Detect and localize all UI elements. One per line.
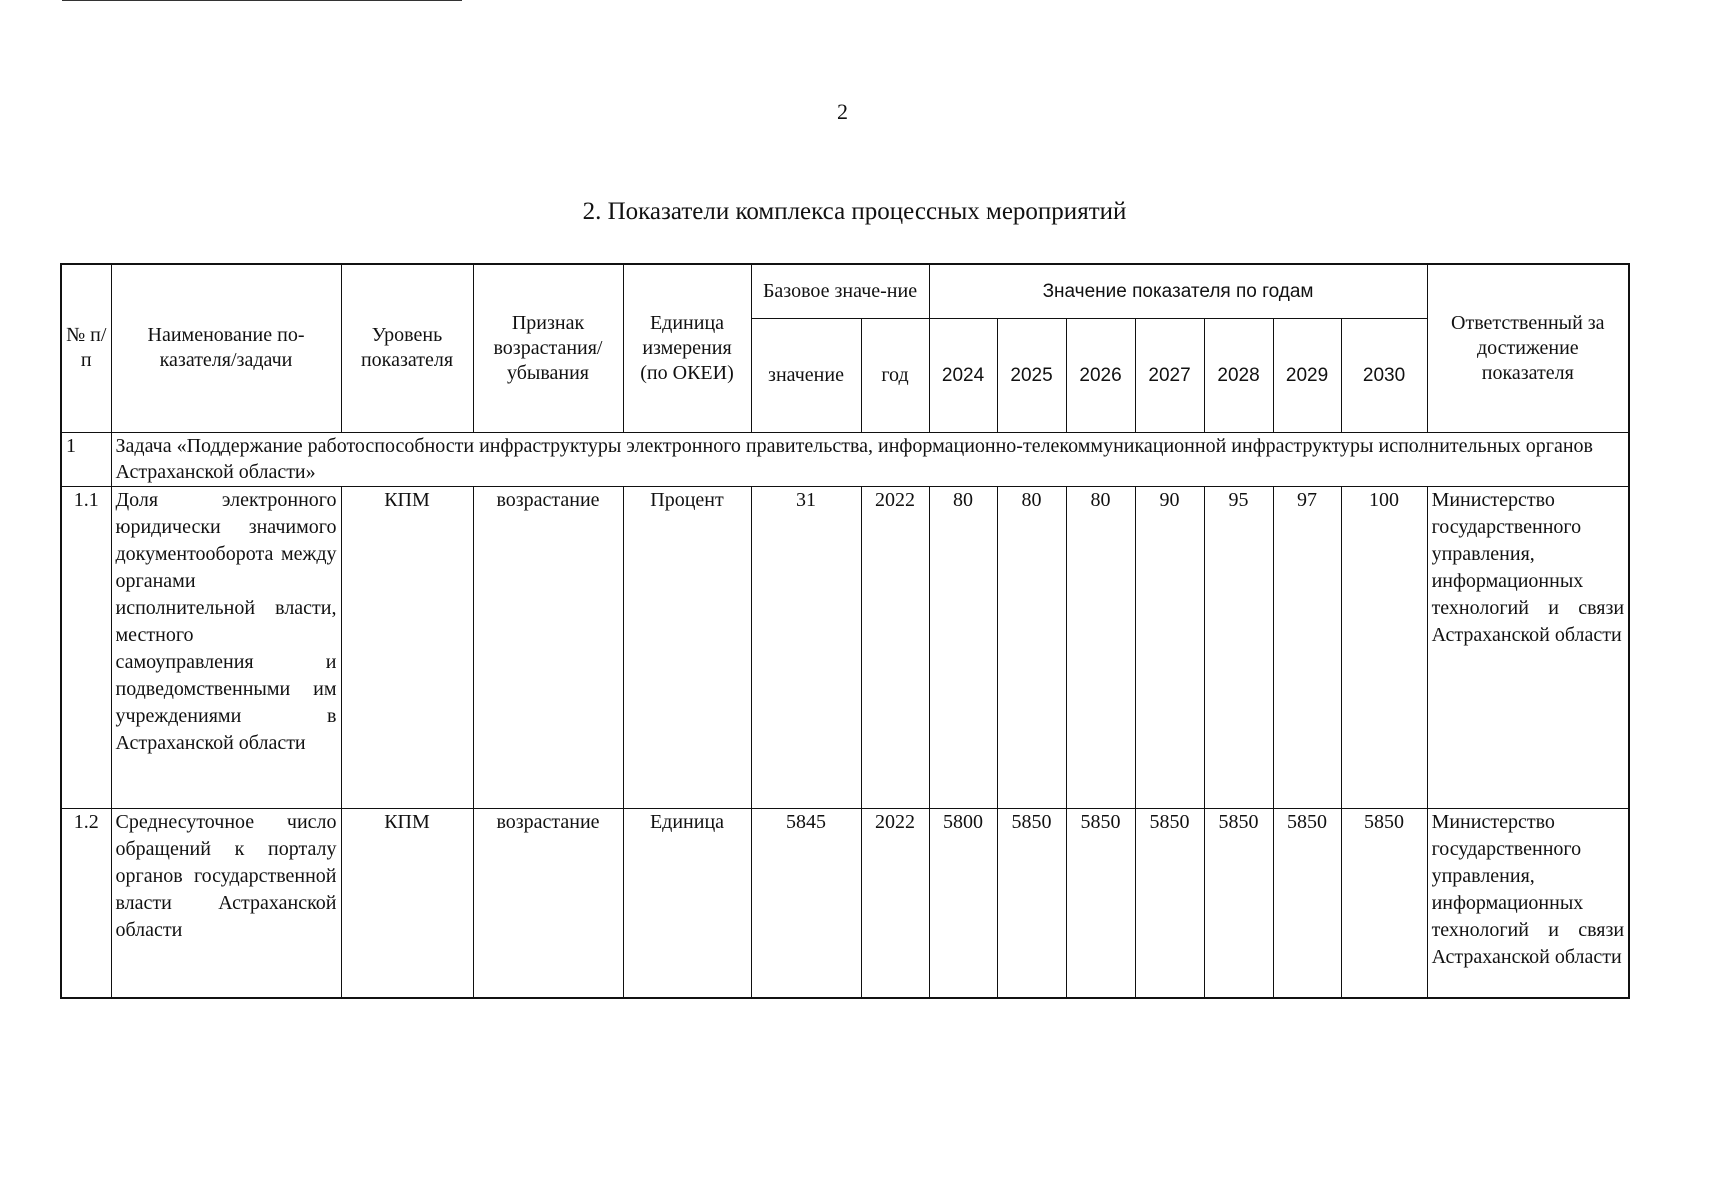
row-value-2027: 90 bbox=[1135, 486, 1204, 808]
col-header-base-year: год bbox=[861, 318, 929, 432]
row-name: Доля электронного юридически значимого документооборота между органами исполнительной власти, местного самоуправления и подведомственными им учреждениями в Астраханской области bbox=[111, 486, 341, 808]
row-unit: Процент bbox=[623, 486, 751, 808]
col-header-year: 2030 bbox=[1341, 318, 1427, 432]
col-header-base-value: значение bbox=[751, 318, 861, 432]
page-number: 2 bbox=[837, 99, 848, 124]
col-header-years-group: Значение показателя по годам bbox=[929, 264, 1427, 318]
row-unit: Единица bbox=[623, 808, 751, 998]
row-level: КПМ bbox=[341, 486, 473, 808]
row-value-2028: 95 bbox=[1204, 486, 1273, 808]
col-header-sign: Признак возрастания/ убывания bbox=[473, 264, 623, 432]
table-row bbox=[61, 808, 1629, 998]
col-header-responsible: Ответственный за достижение показателя bbox=[1427, 264, 1629, 432]
task-row bbox=[61, 432, 1629, 486]
row-value-2028: 5850 bbox=[1204, 808, 1273, 998]
col-header-year: 2026 bbox=[1066, 318, 1135, 432]
row-num: 1.1 bbox=[61, 486, 111, 808]
row-value-2027: 5850 bbox=[1135, 808, 1204, 998]
row-num: 1.2 bbox=[61, 808, 111, 998]
col-header-unit: Единица измерения (по ОКЕИ) bbox=[623, 264, 751, 432]
row-value-2024: 5800 bbox=[929, 808, 997, 998]
col-header-year: 2027 bbox=[1135, 318, 1204, 432]
row-name: Среднесуточное число обращений к порталу органов государственной власти Астраханской области bbox=[111, 808, 341, 998]
top-rule bbox=[62, 0, 462, 1]
col-header-year: 2028 bbox=[1204, 318, 1273, 432]
row-value-2030: 5850 bbox=[1341, 808, 1427, 998]
col-header-level: Уровень показателя bbox=[341, 264, 473, 432]
row-value-2029: 97 bbox=[1273, 486, 1341, 808]
row-value-2026: 80 bbox=[1066, 486, 1135, 808]
row-value-2026: 5850 bbox=[1066, 808, 1135, 998]
row-value-2025: 5850 bbox=[997, 808, 1066, 998]
row-base-value: 31 bbox=[751, 486, 861, 808]
row-sign: возрастание bbox=[473, 486, 623, 808]
row-value-2024: 80 bbox=[929, 486, 997, 808]
row-level: КПМ bbox=[341, 808, 473, 998]
col-header-base-group: Базовое значе-ние bbox=[751, 264, 929, 318]
row-responsible: Министерство государственного управления, информационных технологий и связи Астраханской области bbox=[1427, 808, 1629, 998]
col-header-year: 2029 bbox=[1273, 318, 1341, 432]
row-base-year: 2022 bbox=[861, 486, 929, 808]
col-header-name: Наименование по-казателя/задачи bbox=[111, 264, 341, 432]
row-responsible: Министерство государственного управления, информационных технологий и связи Астраханской области bbox=[1427, 486, 1629, 808]
col-header-num: № п/п bbox=[61, 264, 111, 432]
task-text: Задача «Поддержание работоспособности инфраструктуры электронного правительства, информационно-телекоммуникационной инфраструктуры исполнительных органов Астраханской области» bbox=[111, 432, 1629, 486]
row-base-year: 2022 bbox=[861, 808, 929, 998]
indicators-table bbox=[60, 263, 1630, 999]
task-num: 1 bbox=[61, 432, 111, 486]
table-row bbox=[61, 486, 1629, 808]
row-base-value: 5845 bbox=[751, 808, 861, 998]
section-title: 2. Показатели комплекса процессных мероприятий bbox=[582, 198, 1127, 225]
row-value-2030: 100 bbox=[1341, 486, 1427, 808]
header-row-1 bbox=[61, 264, 1629, 318]
row-sign: возрастание bbox=[473, 808, 623, 998]
row-value-2029: 5850 bbox=[1273, 808, 1341, 998]
row-value-2025: 80 bbox=[997, 486, 1066, 808]
col-header-year: 2025 bbox=[997, 318, 1066, 432]
col-header-year: 2024 bbox=[929, 318, 997, 432]
